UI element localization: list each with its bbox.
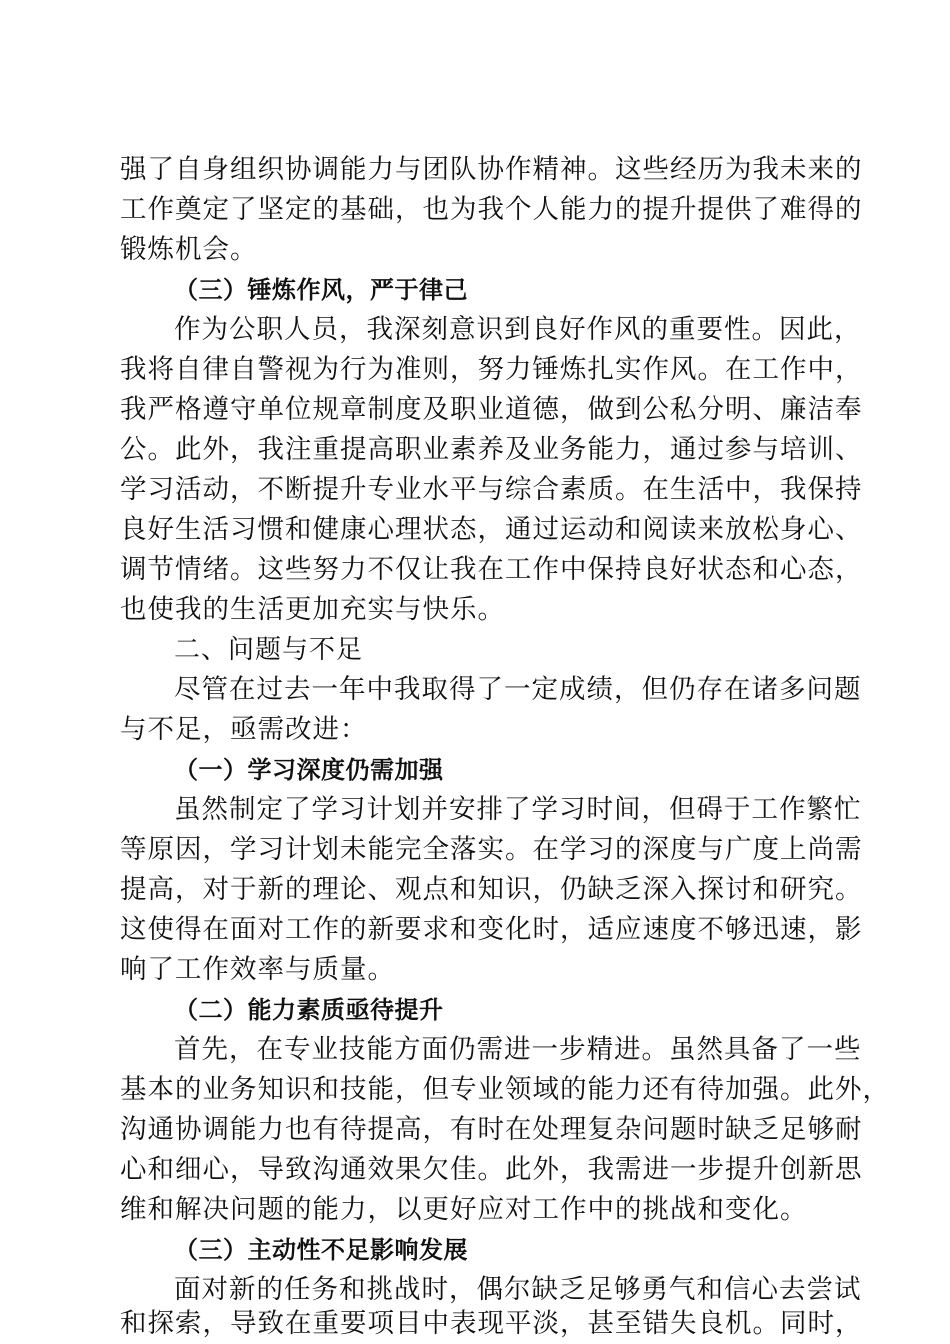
body-line: 我严格遵守单位规章制度及职业道德，做到公私分明、廉洁奉	[120, 394, 863, 425]
subsection-heading: （二）能力素质亟待提升	[174, 995, 444, 1024]
body-line: 沟通协调能力也有待提高，有时在处理复杂问题时缺乏足够耐	[120, 1114, 863, 1145]
body-line: 和探索，导致在重要项目中表现平淡，甚至错失良机。同时，	[120, 1308, 863, 1339]
body-line: 这使得在面对工作的新要求和变化时，适应速度不够迅速，影	[120, 914, 863, 945]
body-line: 我将自律自警视为行为准则，努力锤炼扎实作风。在工作中，	[120, 354, 863, 385]
body-line: 首先，在专业技能方面仍需进一步精进。虽然具备了一些	[174, 1034, 862, 1065]
body-line: 心和细心，导致沟通效果欠佳。此外，我需进一步提升创新思	[120, 1154, 863, 1185]
body-line: 强了自身组织协调能力与团队协作精神。这些经历为我未来的	[120, 154, 863, 185]
body-line: 工作奠定了坚定的基础，也为我个人能力的提升提供了难得的	[120, 194, 863, 225]
subsection-heading: （一）学习深度仍需加强	[174, 755, 444, 784]
body-line: 公。此外，我注重提高职业素养及业务能力，通过参与培训、	[120, 434, 863, 465]
body-line: 锻炼机会。	[120, 234, 258, 265]
body-line: 响了工作效率与质量。	[120, 954, 395, 985]
body-line: 与不足，亟需改进：	[120, 714, 368, 745]
body-line: 也使我的生活更加充实与快乐。	[120, 594, 505, 625]
subsection-heading: （三）主动性不足影响发展	[174, 1235, 468, 1264]
section-heading: 二、问题与不足	[174, 635, 364, 665]
body-line: 调节情绪。这些努力不仅让我在工作中保持良好状态和心态，	[120, 554, 863, 585]
body-line: 维和解决问题的能力，以更好应对工作中的挑战和变化。	[120, 1194, 808, 1225]
body-line: 基本的业务知识和技能，但专业领域的能力还有待加强。此外，	[120, 1074, 890, 1105]
body-line: 提高，对于新的理论、观点和知识，仍缺乏深入探讨和研究。	[120, 874, 863, 905]
body-line: 面对新的任务和挑战时，偶尔缺乏足够勇气和信心去尝试	[174, 1274, 862, 1305]
body-line: 等原因，学习计划未能完全落实。在学习的深度与广度上尚需	[120, 834, 863, 865]
body-line: 虽然制定了学习计划并安排了学习时间，但碍于工作繁忙	[174, 794, 862, 825]
body-line: 作为公职人员，我深刻意识到良好作风的重要性。因此，	[174, 314, 862, 345]
body-line: 学习活动，不断提升专业水平与综合素质。在生活中，我保持	[120, 474, 863, 505]
subsection-heading: （三）锤炼作风，严于律己	[174, 275, 468, 304]
body-line: 尽管在过去一年中我取得了一定成绩，但仍存在诸多问题	[174, 674, 862, 705]
body-line: 良好生活习惯和健康心理状态，通过运动和阅读来放松身心、	[120, 514, 863, 545]
